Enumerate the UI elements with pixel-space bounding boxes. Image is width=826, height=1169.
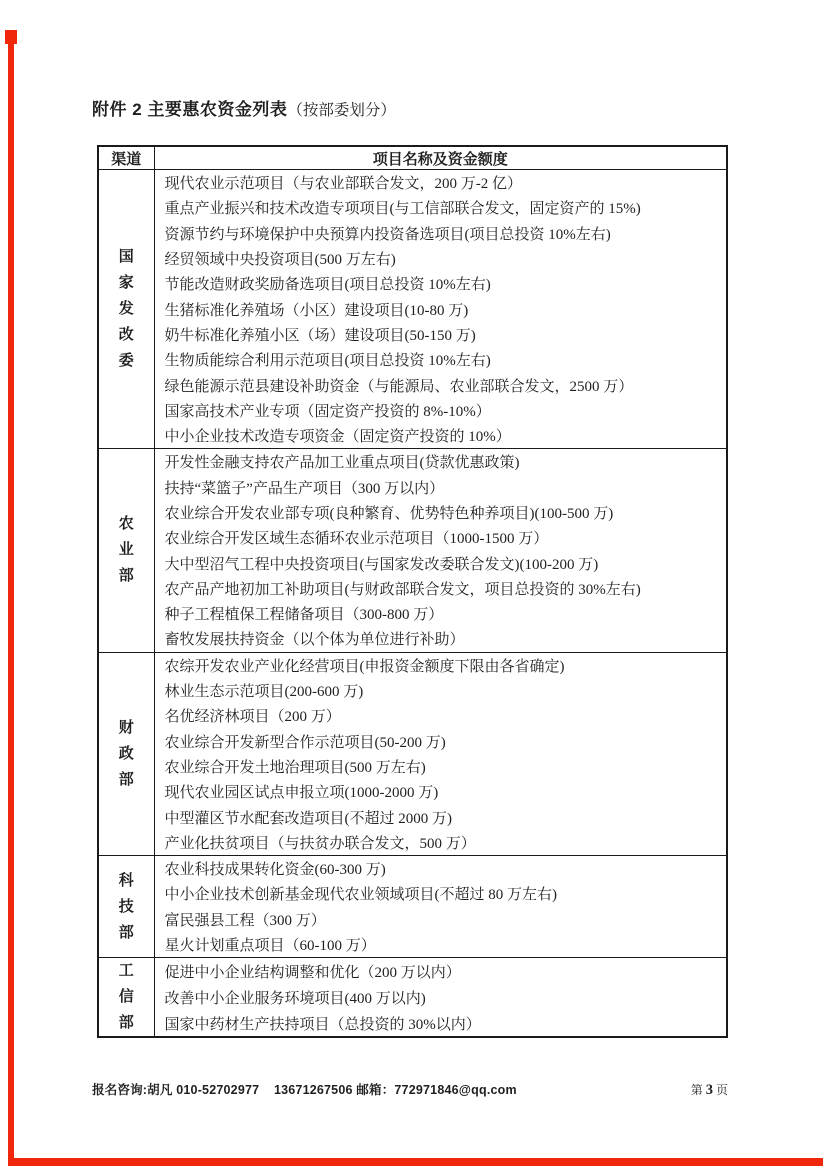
header-row bbox=[98, 146, 727, 170]
project-item-cell: 产业化扶贫项目（与扶贫办联合发文，500 万） bbox=[164, 835, 476, 852]
table-row bbox=[98, 246, 727, 271]
table-row bbox=[98, 500, 727, 525]
table-row bbox=[98, 729, 727, 754]
table-row bbox=[98, 1010, 727, 1037]
table-row bbox=[98, 423, 727, 449]
project-item-cell: 节能改造财政奖励备选项目(项目总投资 10%左右) bbox=[164, 277, 491, 294]
project-item-cell: 生猪标准化养殖场（小区）建设项目(10-80 万) bbox=[164, 302, 469, 319]
table-row bbox=[98, 601, 727, 626]
table-row bbox=[98, 856, 727, 882]
table-row bbox=[98, 322, 727, 347]
channel-label: 工 信 部 bbox=[118, 962, 134, 1032]
project-item-cell: 富民强县工程（300 万） bbox=[164, 912, 326, 929]
project-item-cell: 中小企业技术改造专项资金（固定资产投资的 10%） bbox=[164, 429, 511, 446]
project-item-cell: 扶持“菜篮子”产品生产项目（300 万以内） bbox=[164, 480, 445, 497]
project-item-cell: 农综开发农业产业化经营项目(申报资金额度下限由各省确定) bbox=[164, 658, 565, 675]
title-text: 附件 2 主要惠农资金列表 bbox=[92, 100, 288, 119]
channel-cell bbox=[98, 652, 154, 855]
table-row bbox=[98, 347, 727, 372]
channel-cell bbox=[98, 856, 154, 958]
project-item-cell: 农业科技成果转化资金(60-300 万) bbox=[164, 862, 386, 879]
table-row bbox=[98, 576, 727, 601]
table-row bbox=[98, 984, 727, 1010]
page-number-prefix: 第 bbox=[690, 1083, 706, 1097]
footer-contact-info: 报名咨询:胡凡 010-52702977 13671267506 邮箱：772971846@qq.com bbox=[92, 1083, 517, 1097]
table-section bbox=[98, 856, 727, 958]
project-item-cell: 农产品产地初加工补助项目(与财政部联合发文，项目总投资的 30%左右) bbox=[164, 581, 641, 598]
project-item-cell: 重点产业振兴和技术改造专项项目(与工信部联合发文，固定资产的 15%) bbox=[164, 201, 641, 218]
page-number-value: 3 bbox=[705, 1082, 713, 1098]
channel-label: 科 技 部 bbox=[118, 871, 134, 941]
channel-label: 农 业 部 bbox=[118, 515, 134, 585]
project-item-cell: 农业综合开发区域生态循环农业示范项目（1000-1500 万） bbox=[164, 531, 549, 548]
project-item-cell: 开发性金融支持农产品加工业重点项目(贷款优惠政策) bbox=[164, 455, 520, 472]
table-section bbox=[98, 958, 727, 1038]
project-item-cell: 资源节约与环境保护中央预算内投资备选项目(项目总投资 10%左右) bbox=[164, 226, 611, 243]
table-section bbox=[98, 170, 727, 449]
table-row bbox=[98, 703, 727, 728]
table-row bbox=[98, 221, 727, 246]
project-item-cell: 农业综合开发土地治理项目(500 万左右) bbox=[164, 759, 426, 776]
project-item-cell: 现代农业园区试点申报立项(1000-2000 万) bbox=[164, 785, 439, 802]
page-number-suffix: 页 bbox=[712, 1083, 728, 1097]
project-item-cell: 星火计划重点项目（60-100 万） bbox=[164, 938, 376, 955]
project-item-cell: 林业生态示范项目(200-600 万) bbox=[164, 684, 364, 701]
channel-cell bbox=[98, 170, 154, 449]
project-item-cell: 农业综合开发农业部专项(良种繁育、优势特色种养项目)(100-500 万) bbox=[164, 506, 614, 522]
project-item-cell: 现代农业示范项目（与农业部联合发文，200 万-2 亿） bbox=[164, 176, 522, 193]
project-item-cell: 中型灌区节水配套改造项目(不超过 2000 万) bbox=[164, 810, 452, 827]
table-row bbox=[98, 525, 727, 550]
table-row bbox=[98, 907, 727, 932]
channel-cell bbox=[98, 958, 154, 1038]
table-row bbox=[98, 398, 727, 423]
table-row bbox=[98, 626, 727, 652]
channel-label: 财 政 部 bbox=[118, 718, 134, 788]
project-item-cell: 农业综合开发新型合作示范项目(50-200 万) bbox=[164, 734, 446, 751]
project-item-cell: 中小企业技术创新基金现代农业领域项目(不超过 80 万左右) bbox=[164, 887, 557, 904]
table-row bbox=[98, 754, 727, 779]
project-item-cell: 国家中药材生产扶持项目（总投资的 30%以内） bbox=[164, 1016, 481, 1033]
table-row bbox=[98, 881, 727, 906]
table-row bbox=[98, 932, 727, 958]
project-item-cell: 种子工程植保工程储备项目（300-800 万） bbox=[164, 607, 444, 624]
page-title bbox=[92, 95, 396, 120]
table-section bbox=[98, 449, 727, 652]
table-row bbox=[98, 372, 727, 397]
table-row bbox=[98, 550, 727, 575]
project-item-cell: 改善中小企业服务环境项目(400 万以内) bbox=[164, 990, 426, 1007]
table-row bbox=[98, 195, 727, 220]
table-header bbox=[98, 146, 727, 170]
project-item-cell: 经贸领域中央投资项目(500 万左右) bbox=[164, 252, 396, 269]
project-item-cell: 绿色能源示范县建设补助资金（与能源局、农业部联合发文，2500 万） bbox=[164, 378, 634, 395]
page-number bbox=[691, 1081, 728, 1099]
table-row bbox=[98, 170, 727, 196]
table-row bbox=[98, 652, 727, 678]
table-row bbox=[98, 678, 727, 703]
header-channel: 渠道 bbox=[98, 146, 154, 170]
table-row bbox=[98, 958, 727, 985]
project-item-cell: 奶牛标准化养殖小区（场）建设项目(50-150 万) bbox=[164, 327, 476, 344]
project-item-cell: 促进中小企业结构调整和优化（200 万以内） bbox=[164, 964, 461, 981]
red-left-margin-line bbox=[8, 30, 14, 1158]
table-row bbox=[98, 271, 727, 296]
project-item-cell: 大中型沼气工程中央投资项目(与国家发改委联合发文)(100-200 万) bbox=[164, 556, 599, 573]
project-item-cell: 名优经济林项目（200 万） bbox=[164, 709, 341, 726]
channel-cell bbox=[98, 449, 154, 652]
table-row bbox=[98, 779, 727, 804]
red-bottom-margin-line bbox=[8, 1158, 823, 1166]
channel-label: 国 家 发 改 委 bbox=[118, 248, 134, 370]
table-section bbox=[98, 652, 727, 855]
project-item-cell: 国家高技术产业专项（固定资产投资的 8%-10%） bbox=[164, 403, 491, 420]
table-row bbox=[98, 296, 727, 321]
table-row bbox=[98, 449, 727, 475]
table-row bbox=[98, 804, 727, 829]
project-item-cell: 生物质能综合利用示范项目(项目总投资 10%左右) bbox=[164, 353, 491, 370]
project-item-cell: 畜牧发展扶持资金（以个体为单位进行补助） bbox=[164, 632, 465, 649]
page-footer bbox=[92, 1080, 728, 1099]
table-row bbox=[98, 830, 727, 856]
funds-table bbox=[97, 145, 728, 1038]
title-note: （按部委划分） bbox=[287, 102, 396, 119]
table-row bbox=[98, 475, 727, 500]
header-project: 项目名称及资金额度 bbox=[372, 150, 508, 168]
